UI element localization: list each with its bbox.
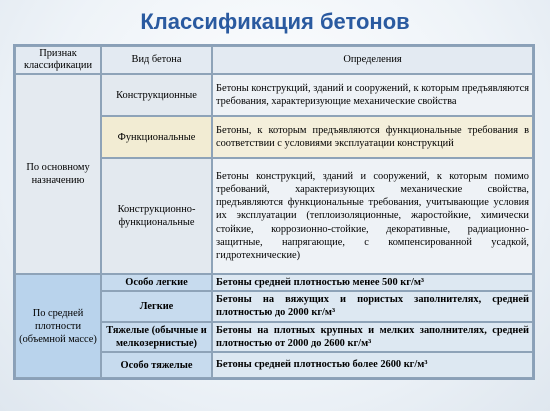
type-cell: Тяжелые (обычные и мелкозернистые) bbox=[101, 322, 212, 352]
page-title: Классификация бетонов bbox=[140, 9, 410, 34]
classification-table bbox=[13, 44, 535, 380]
criterion-density: По средней плотности (объемной массе) bbox=[15, 274, 101, 378]
table-row bbox=[15, 74, 533, 116]
criterion-purpose: По основному назначению bbox=[15, 74, 101, 274]
table-row bbox=[15, 274, 533, 291]
definition-cell: Бетоны на плотных крупных и мелких заполнителях, средней плотностью от 2000 до 2600 кг/м³ bbox=[212, 322, 533, 352]
type-cell: Легкие bbox=[101, 291, 212, 321]
type-cell: Конструкционно-функциональные bbox=[101, 158, 212, 274]
definition-cell: Бетоны средней плотностью более 2600 кг/м³ bbox=[212, 352, 533, 378]
definition-cell: Бетоны, к которым предъявляются функциональные требования в соответствии с условиями эксплуатации конструкций bbox=[212, 116, 533, 158]
definition-cell: Бетоны средней плотностью менее 500 кг/м³ bbox=[212, 274, 533, 291]
definition-cell: Бетоны конструкций, зданий и сооружений, к которым помимо требований, характеризующих механические свойства, предъявляются функциональные требования, учитывающие условия их эксплуатации (теплоизоляционные, жаростойкие, химически стойкие, коррозионно-стойкие, декоративные, радиационно-защитные, напрягающие, с компенсированной усадкой, гидротехнические) bbox=[212, 158, 533, 274]
type-cell: Конструкционные bbox=[101, 74, 212, 116]
header-criterion: Признак классификации bbox=[15, 46, 101, 74]
header-row bbox=[15, 46, 533, 74]
header-definition: Определения bbox=[212, 46, 533, 74]
type-cell: Функциональные bbox=[101, 116, 212, 158]
type-cell: Особо тяжелые bbox=[101, 352, 212, 378]
header-type: Вид бетона bbox=[101, 46, 212, 74]
definition-cell: Бетоны на вяжущих и пористых заполнителях, средней плотностью до 2000 кг/м³ bbox=[212, 291, 533, 321]
type-cell: Особо легкие bbox=[101, 274, 212, 291]
definition-cell: Бетоны конструкций, зданий и сооружений, к которым предъявляются требования, характеризующие механические свойства bbox=[212, 74, 533, 116]
